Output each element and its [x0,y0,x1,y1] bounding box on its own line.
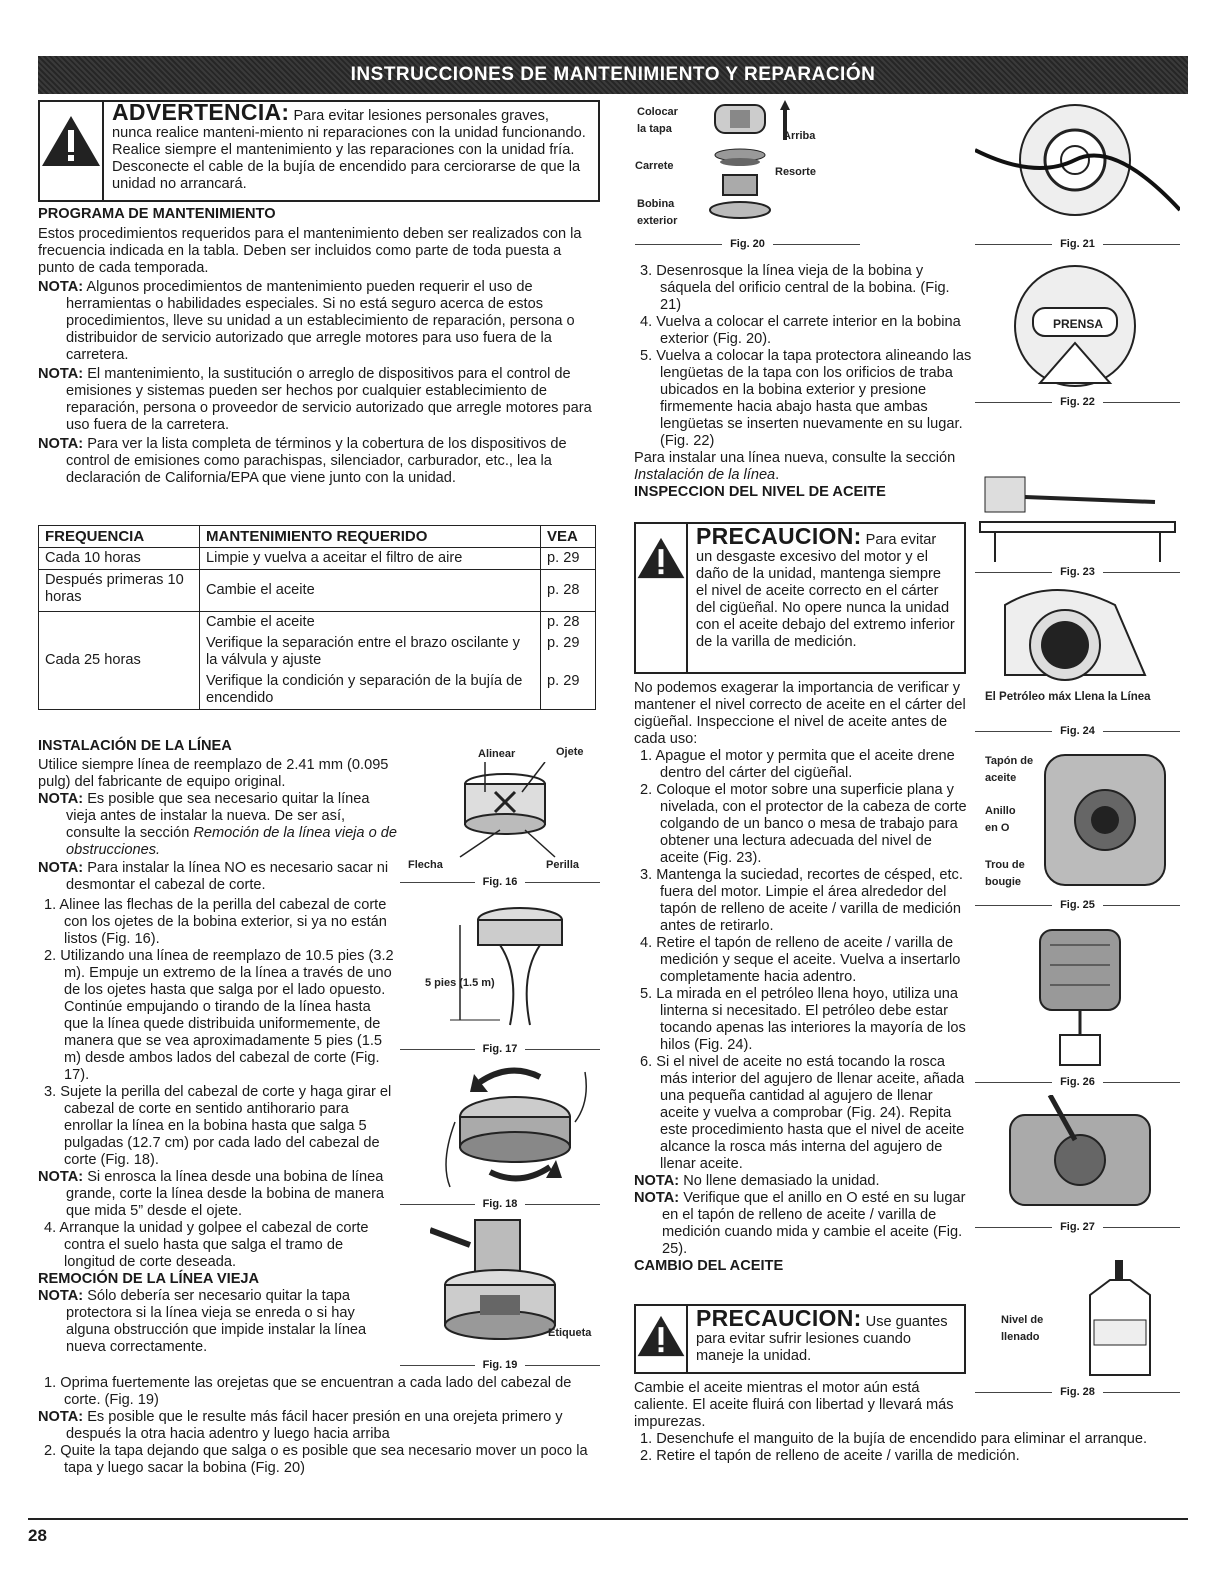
figure-24 [975,585,1180,740]
table-cell: Limpie y vuelva a aceitar el filtro de aire [200,548,541,570]
caution-box-gloves [634,1304,966,1374]
install-link-text: Instalación de la línea [634,467,776,483]
oil-filling-drawing [990,1095,1170,1215]
step-text: Coloque el motor sobre una superficie plana y nivelada, con el protector de la cabeza de corte colgando de un banco o mesa de trabajo para obtener una lectura adecuada del nivel de aceite (Fig. 23). [656,782,967,866]
note-text: Es posible que sea necesario quitar la línea vieja antes de instalar la nueva. De ser así, consulte la sección [66,791,370,841]
caution-title: PRECAUCION: [696,1305,862,1331]
figure-27 [975,1095,1180,1235]
table-cell: p. 29 [541,548,596,570]
table-row [39,612,596,710]
table-cell: Después primeras 10 horas [39,570,200,612]
oil-intro: No podemos exagerar la importancia de verificar y mantener el nivel correcto de aceite en el cárter del cigüeñal. Inspeccione el nivel de aceite antes de cada uso: [634,680,966,747]
label-prensa: PRENSA [1053,317,1104,331]
schedule-heading: PROGRAMA DE MANTENIMIENTO [38,206,276,222]
step-text: Mantenga la suciedad, recortes de césped, etc. fuera del motor. Limpie el área alrededor del tapón de relleno de aceite / varilla de medición antes de retirarlo. [656,867,963,934]
step-text: Sujete la perilla del cabezal de corte y haga girar el cabezal de corte en sentido antihorario para enrollar la línea en la bobina hasta que salga 5 pulgadas (12.7 cm) por cada lado del cabezal de corte (Fig. 18). [60,1084,392,1168]
table-cell: p. 28 [547,614,580,630]
warning-box [38,100,600,202]
fig-caption: Fig. 20 [730,238,765,250]
label-resorte: Resorte [775,166,816,178]
table-row [39,548,596,570]
label-length: 5 pies (1.5 m) [425,977,495,989]
label-carrete: Carrete [635,160,674,172]
step-text: Arranque la unidad y golpee el cabezal de corte contra el suelo hasta que salga el tramo de longitud de corte deseada. [59,1220,369,1270]
table-cell: p. 29 [547,635,580,651]
note-label: NOTA: [38,1409,84,1425]
fig-caption: Fig. 18 [482,1198,518,1210]
caution-box-oil [634,522,966,674]
figure-18 [400,1062,600,1212]
step-text: Apague el motor y permita que el aceite drene dentro del cárter del cigüeñal. [655,748,955,781]
caution-icon [636,524,688,672]
step-text: Quite la tapa dejando que salga o es posible que sea necesario mover un poco la tapa y luego sacar la bobina (Fig. 20) [60,1443,588,1476]
note-text: Es posible que le resulte más fácil hacer presión en una orejeta primero y después la otra hacia adentro y luego hacia arriba [66,1409,563,1442]
drain-oil-drawing [1015,920,1145,1070]
figure-28 [975,1260,1180,1400]
caution-text: Use guantes para evitar sufrir lesiones cuando maneje la unidad. [696,1314,948,1364]
note-label: NOTA: [38,1288,84,1304]
oil-change-steps: Cambie el aceite mientras el motor aún está caliente. El aceite fluirá con libertad y llevará más impurezas. 1. Desenchufe el manguito de la bujía de encendido para eliminar el arranque. 2. Retire el tapón de relleno de aceite / varilla de medición. [634,1380,1148,1464]
figure-26 [975,920,1180,1090]
fig-caption: Fig. 16 [482,876,518,888]
label-tapon: Tapón de aceite [985,755,1034,784]
caution-icon [636,1306,688,1372]
note-label: NOTA: [38,279,84,295]
schedule-intro: Estos procedimientos requeridos para el mantenimiento deben ser realizados con la frecuencia indicada en la tabla. Deben ser incluidos como parte de toda puesta a punto de cada temporada. [38,226,582,276]
fig-caption: Fig. 27 [1060,1221,1095,1233]
step-text: La mirada en el petróleo llena hoyo, utiliza una linterna si necesitado. El petróleo debe estar tocando apenas las interiores la mayoría de los hilos (Fig. 24). [656,986,966,1053]
table-header: FREQUENCIA [39,526,200,548]
oil-change-heading: CAMBIO DEL ACEITE [634,1258,784,1274]
note-label: NOTA: [634,1190,680,1206]
fig-caption: Fig. 17 [482,1043,518,1055]
label-bobina: Bobina exterior [637,198,678,227]
maintenance-table [38,525,596,710]
engine-oil-plug-drawing [1035,745,1175,895]
step-text: Vuelva a colocar la tapa protectora alineando las lengüetas de la tapa con los orificios de traba ubicados en la bobina exterior y presione firmemente hacia abajo hasta que ambas lengüetas se inserten nuevamente en su lugar. (Fig. 22) [656,348,972,449]
line-install-intro: Utilice siempre línea de reemplazo de 2.41 mm (0.095 pulg) del fabricante de equipo original. [38,757,389,790]
label-flecha: Flecha [408,859,443,871]
note-text: Algunos procedimientos de mantenimiento pueden requerir el uso de herramientas o habilidades especiales. Si no está seguro acerca de estos procedimientos, lleve su unidad a un establecimiento de reparación, persona o distribuidor de servicio autorizado que arregle motores para uso fuera de la carretera. [66,279,575,363]
label-trou: Trou de bougie [985,859,1025,888]
warning-text: Para evitar lesiones personales graves, nunca realice manteni-miento ni reparaciones con la unidad funcionando. Realice siempre el mantenimiento y las reparaciones con la unidad fría. Desconecte el cable de la bujía de encendido para cerciorarse de que la unidad no arrancará. [112,108,586,192]
label-anillo: Anillo en O [985,805,1016,834]
section-banner: INSTRUCCIONES DE MANTENIMIENTO Y REPARACIÓN [38,56,1188,94]
table-cell: p. 28 [541,570,596,612]
note-text: Para ver la lista completa de términos y la cobertura de los dispositivos de control de emisiones como parachispas, silenciador, carburador, etc., lea la declaración de California/EPA que viene junto con la unidad. [66,436,567,486]
fig-caption: Fig. 28 [1060,1386,1095,1398]
fig-caption: Fig. 23 [1060,566,1095,578]
table-header: MANTENIMIENTO REQUERIDO [200,526,541,548]
step-text: Si el nivel de aceite no está tocando la rosca más interior del agujero de llenar aceite, añada una pequeña cantidad al agujero de llenar aceite y vuelva a comprobar (Fig. 24). Repita este procedimiento hasta que el nivel de aceite alcance la rosca más interna del agujero de llenar aceite. [656,1054,965,1172]
label-alinear: Alinear [478,748,516,760]
line-install-heading: INSTALACIÓN DE LA LÍNEA [38,738,232,754]
oil-check-steps: No podemos exagerar la importancia de verificar y mantener el nivel correcto de aceite en el cárter del cigüeñal. Inspeccione el nivel de aceite antes de cada uso: 1. Apague el motor y permita que el aceite drene dentro del cárter del cigüeñal. 2. Coloque el motor sobre una superficie plana y nivelada, con el protector de la cabeza de corte colgando de un banco o mesa de trabajo para obtener una lectura adecuada del nivel de aceite (Fig. 23). 3. Mantenga la suciedad, recortes de césped, etc. fuera del motor. Limpie el área alrededor del tapón de relleno de aceite / varilla de medición antes de retirarlo. 4. Retire el tapón de relleno de aceite / varilla de medición y seque el aceite. Vuelva a insertarlo completamente hacia adentro. 5. La mirada en el petróleo llena hoyo, utiliza una linterna si necesitado. El petróleo debe estar tocando apenas las interiores la mayoría de los hilos (Fig. 24). 6. Si el nivel de aceite no está tocando la rosca más interior del agujero de llenar aceite, añada una pequeña cantidad al agujero de llenar aceite y vuelva a comprobar (Fig. 24). Repita este procedimiento hasta que el nivel de aceite alcance la rosca más interna del agujero de llenar aceite. NOTA: No llene demasiado la unidad. NOTA: Verifique que el anillo en O esté en su lugar en el tapón de relleno de aceite / varilla de medición cuando mida y cambie el aceite (Fig. 25). CAMBIO DEL ACEITE [634,680,974,1275]
footer-divider [28,1518,1188,1520]
note-label: NOTA: [38,1169,84,1185]
caution-title: PRECAUCION: [696,523,862,549]
step-text: Vuelva a colocar el carrete interior en la bobina exterior (Fig. 20). [656,314,961,347]
note-text: Si enrosca la línea desde una bobina de línea grande, corte la línea desde la bobina de manera que mida 5” desde el ojete. [66,1169,385,1219]
spool-parts-drawing [685,100,795,230]
line-install-section: INSTALACIÓN DE LA LÍNEA Utilice siempre línea de reemplazo de 2.41 mm (0.095 pulg) del fabricante de equipo original. NOTA: Es posible que sea necesario quitar la línea vieja antes de instalar la nueva. De ser así, consulte la sección Remoción de la línea vieja o de obstrucciones. NOTA: Para instalar la línea NO es necesario sacar ni desmontar el cabezal de corte. 1. Alinee las flechas de la perilla del cabezal de corte con los ojetes de la bobina exterior, si ya no están listos (Fig. 16). 2. Utilizando una línea de reemplazo de 10.5 pies (3.2 m). Empuje un extremo de la línea a través de uno de los ojetes hasta que salga por el lado opuesto. Continúe empujando o tirando de la línea hasta que la línea quede distribuida uniformemente, de manera que se vea aproximadamente 5 pies (1.5 m) desde ambos lados del cabezal de corte (Fig. 17). 3. Sujete la perilla del cabezal de corte y haga girar el cabezal de corte en sentido antihorario para enrollar la línea en la bobina hasta que salga 5 pulgadas (12.7 cm) por cada lado del cabezal de corte (Fig. 18). NOTA: Si enrosca la línea desde una bobina de línea grande, corte la línea desde la bobina de manera que mida 5” desde el ojete. 4. Arranque la unidad y golpee el cabezal de corte contra el suelo hasta que salga el tramo de longitud de corte deseada. REMOCIÓN DE LA LÍNEA VIEJA NOTA: Sólo debería ser necesario quitar la tapa protectora si la línea vieja se enreda o si hay alguna obstrucción que impide instalar la línea nueva correctamente. [38,738,398,1355]
note-text: Para instalar la línea NO es necesario sacar ni desmontar el cabezal de corte. [66,860,389,893]
figure-23 [975,462,1180,580]
table-cell: p. 29 [547,673,580,689]
trimmer-head-drawing [450,762,560,862]
fig-caption: Fig. 24 [1060,725,1095,737]
table-cell: Cambie el aceite [200,570,541,612]
step-text: Desenrosque la línea vieja de la bobina y sáquela del orificio central de la bobina. (Fig. 21) [656,263,950,313]
table-cell: Cada 10 horas [39,548,200,570]
label-arriba: Arriba [783,130,816,142]
oil-check-heading: INSPECCION DEL NIVEL DE ACEITE [634,484,886,500]
fig-caption: Fig. 22 [1060,396,1095,408]
table-header: VEA [541,526,596,548]
warning-title: ADVERTENCIA: [112,99,290,125]
label-ojete: Ojete [556,746,584,758]
spool-top-drawing [975,100,1180,230]
note-label: NOTA: [38,436,84,452]
step-text: Retire el tapón de relleno de aceite / varilla de medición. [656,1448,1020,1464]
figure-17 [400,895,600,1060]
winding-drawing [440,1062,590,1192]
oil-bottle-drawing [1080,1260,1160,1380]
figure-20 [635,100,860,250]
figure-16 [400,742,600,892]
caution-text: Para evitar un desgaste excesivo del motor y el daño de la unidad, mantenga siempre el nivel de aceite correcto en el cárter del cigüeñal. No opere nunca la unidad con el aceite debajo del extremo inferior de la varilla de medición. [696,532,955,650]
removal-steps: 1. Oprima fuertemente las orejetas que se encuentran a cada lado del cabezal de corte. (Fig. 19) NOTA: Es posible que le resulte más fácil hacer presión en una orejeta primero y después la otra hacia adentro y luego hacia arriba 2. Quite la tapa dejando que salga o es posible que sea necesario mover un poco la tapa y luego sacar la bobina (Fig. 20) [38,1375,588,1476]
label-etiqueta: Etiqueta [548,1327,592,1339]
page-number: 28 [28,1526,47,1545]
table-row [39,570,596,612]
step-text: Utilizando una línea de reemplazo de 10.5 pies (3.2 m). Empuje un extremo de la línea a través de uno de los ojetes hasta que salga por el lado opuesto. Continúe empujando o tirando de la línea hasta que la línea quede distribuida uniformemente, de manera que se vea aproximadamente 5 pies (1.5 m) desde ambos lados del cabezal de corte (Fig. 17). [60,948,394,1083]
note-label: NOTA: [38,791,84,807]
step-text: Retire el tapón de relleno de aceite / varilla de medición y seque el aceite. Vuelva a insertarlo completamente hacia adentro. [656,935,961,985]
fig-caption: Fig. 26 [1060,1076,1095,1088]
note-text: Verifique que el anillo en O esté en su lugar en el tapón de relleno de aceite / varilla de medición cuando mida y cambie el aceite (Fig. 25). [662,1190,966,1257]
oil-fill-hole-drawing [995,585,1165,685]
note-link-text: Remoción de la línea vieja o de obstrucciones. [66,825,398,858]
note-text: Sólo debería ser necesario quitar la tapa protectora si la línea vieja se enreda o si hay alguna obstrucción que impide instalar la línea nueva correctamente. [66,1288,367,1355]
table-cell: Verifique la condición y separación de la bujía de encendido [206,673,523,706]
install-new-text: Para instalar una línea nueva, consulte la sección [634,450,956,466]
step-text: Desenchufe el manguito de la bujía de encendido para eliminar el arranque. [656,1431,1148,1447]
fig-caption: Fig. 19 [482,1359,518,1371]
note-label: NOTA: [634,1173,680,1189]
label-perilla: Perilla [546,859,580,871]
table-cell: Verifique la separación entre el brazo oscilante y la válvula y ajuste [206,635,520,668]
figure-19 [400,1215,600,1375]
table-cell: Cambie el aceite [206,614,315,630]
note-label: NOTA: [38,366,84,382]
step-text: Alinee las flechas de la perilla del cabezal de corte con los ojetes de la bobina exterior, si ya no están listos (Fig. 16). [59,897,387,947]
line-length-drawing [440,895,580,1035]
note-text: No llene demasiado la unidad. [683,1173,880,1189]
label-colocar-tapa: Colocar la tapa [637,106,678,135]
note-label: NOTA: [38,860,84,876]
maintenance-schedule [38,206,598,487]
step-text: Oprima fuertemente las orejetas que se encuentran a cada lado del cabezal de corte. (Fig. 19) [60,1375,572,1408]
note-text: El mantenimiento, la sustitución o arreglo de dispositivos para el control de emisiones y sistemas pueden ser hechos por cualquier establecimiento de reparación, persona o proveedor de servicio autorizado que arregle motores para uso fuera de la carretera. [66,366,592,433]
figure-22 [975,258,1180,408]
spool-reassembly-steps: 3. Desenrosque la línea vieja de la bobina y sáquela del orificio central de la bobina. (Fig. 21) 4. Vuelva a colocar el carrete interior en la bobina exterior (Fig. 20). 5. Vuelva a colocar la tapa protectora alineando las lengüetas de la tapa con los orificios de traba ubicados en la bobina exterior y presione firmemente hacia abajo hasta que ambas lengüetas se inserten nuevamente en su lugar. (Fig. 22) Para instalar una línea nueva, consulte la sección Instalación de la línea. INSPECCION DEL NIVEL DE ACEITE [634,263,974,501]
oil-change-intro: Cambie el aceite mientras el motor aún está caliente. El aceite fluirá con libertad y llevará más impurezas. [634,1380,954,1430]
figure-21 [975,100,1180,250]
fig-caption: Fig. 21 [1060,238,1095,250]
figure-25 [975,745,1180,915]
table-cell: Cada 25 horas [39,612,200,710]
warning-icon [40,102,104,200]
removal-heading: REMOCIÓN DE LA LÍNEA VIEJA [38,1271,260,1287]
fig-caption: Fig. 25 [1060,899,1095,911]
label-nivel: Nivel de llenado [1001,1314,1044,1343]
workbench-drawing [975,462,1180,562]
label-oil-level: El Petróleo máx Llena la Línea [985,691,1151,703]
